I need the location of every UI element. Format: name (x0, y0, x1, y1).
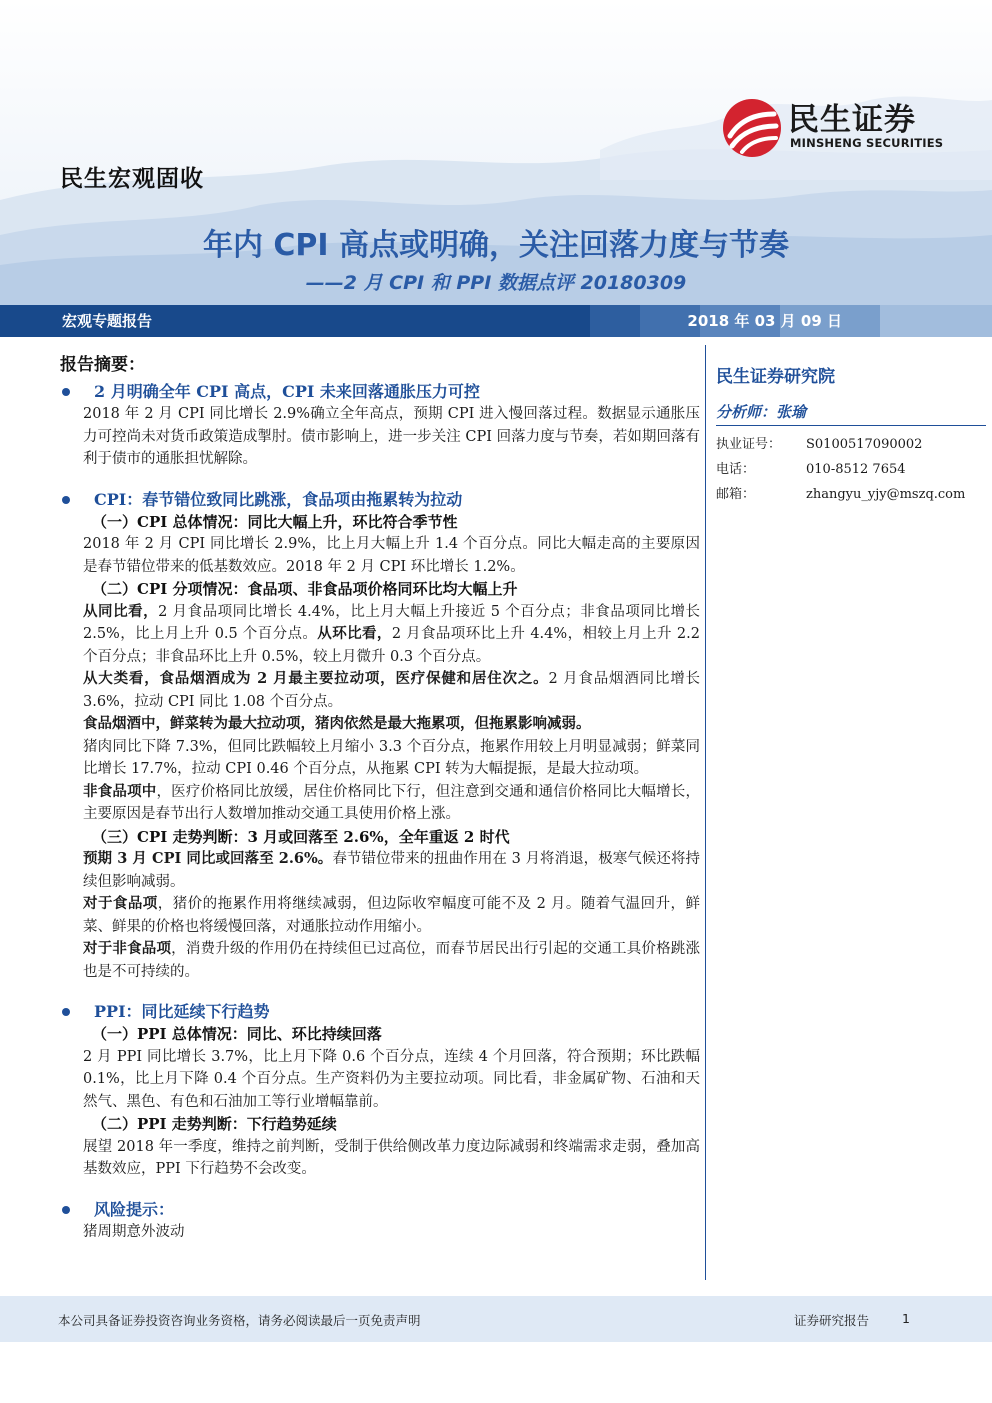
bold-lead: 非食品项中 (83, 782, 157, 800)
analyst-sidebar (716, 362, 986, 507)
paragraph: 2018 年 2 月 CPI 同比增长 2.9%，比上月大幅上升 1.4 个百分点。同比大幅走高的主要原因是春节错位带来的低基数效应。2018 年 2 月 CPI 环比增长 1.2%。 (83, 536, 700, 575)
phone-row (716, 457, 986, 482)
paragraph (83, 781, 700, 826)
paragraph-text: ，医疗价格同比放缓，居住价格同比下行，但注意到交通和通信价格同比大幅增长，主要原因是春节出行人数增加推动交通工具使用价格上涨。 (83, 783, 701, 822)
report-type: 宏观专题报告 (62, 312, 153, 330)
subsection-title: （三）CPI 走势判断：3 月或回落至 2.6%，全年重返 2 时代 (92, 827, 510, 846)
footer-disclaimer: 本公司具备证券投资咨询业务资格，请务必阅读最后一页免责声明 (58, 1313, 421, 1328)
bullet-icon (62, 388, 70, 396)
paragraph-text: 2 月食品项同比增长 4.4%，比上月大幅上升接近 5 个百分点；非食品项同比增长 2.5%，比上月上升 0.5 个百分点。 (83, 603, 701, 642)
report-date: 2018 年 03 月 09 日 (687, 312, 842, 330)
subsection-title: （一）PPI 总体情况：同比、环比持续回落 (92, 1025, 382, 1043)
info-key: 执业证号： (716, 437, 782, 452)
footer-report-type: 证券研究报告 (794, 1313, 870, 1328)
bold-lead: 从环比看， (317, 625, 392, 642)
page-number: 1 (902, 1311, 910, 1326)
minsheng-logo-icon (722, 98, 782, 158)
page-footer (0, 1296, 992, 1342)
analyst-info (716, 432, 986, 507)
logo-chinese-name: 民生证券 (788, 102, 916, 138)
section-title-1 (60, 381, 700, 403)
bold-lead: 预期 3 月 CPI 同比或回落至 2.6%。 (83, 850, 333, 867)
report-subtitle: ——2 月 CPI 和 PPI 数据点评 20180309 (305, 272, 687, 294)
section-title-2 (60, 489, 700, 511)
bullet-icon (62, 1008, 70, 1016)
email-row (716, 482, 986, 507)
paragraph: 猪肉同比下降 7.3%，但同比跌幅较上月缩小 3.3 个百分点，拖累作用较上月明显减弱；鲜菜同比增长 17.7%，拉动 CPI 0.46 个百分点，从拖累 CPI 转为大幅提振，是最大拉动项。 (83, 738, 700, 777)
bullet-icon (62, 496, 70, 504)
paragraph (83, 893, 700, 938)
bullet-icon (62, 1206, 70, 1214)
paragraph: 展望 2018 年一季度，维持之前判断，受制于供给侧改革力度边际减弱和终端需求走弱，叠加高基数效应，PPI 下行趋势不会改变。 (83, 1138, 700, 1177)
bold-lead: 对于非食品项 (83, 940, 172, 957)
section-title-3 (60, 1001, 700, 1023)
analyst-name: 分析师：张瑜 (716, 401, 986, 426)
section-title-text: 风险提示： (94, 1199, 175, 1219)
bold-lead: 从同比看， (83, 602, 159, 620)
paragraph (83, 668, 700, 713)
section-title-text: 2 月明确全年 CPI 高点，CPI 未来回落通胀压力可控 (94, 382, 480, 401)
abstract-column (60, 350, 700, 1243)
paragraph: 2 月 PPI 同比增长 3.7%，比上月下降 0.6 个百分点，连续 4 个月回落，符合预期；环比跌幅 0.1%，比上月下降 0.4 个百分点。生产资料仍为主要拉动项。同比看，非金属矿物、石油和天然气、黑色、有色和石油加工等行业增幅靠前。 (83, 1048, 700, 1110)
risk-text: 猪周期意外波动 (83, 1223, 185, 1240)
info-key: 邮箱： (716, 487, 756, 502)
subsection-title: （二）PPI 走势判断：下行趋势延续 (92, 1115, 337, 1133)
paragraph: 食品烟酒中，鲜菜转为最大拉动项，猪肉依然是最大拖累项，但拖累影响减弱。 (83, 715, 591, 732)
paragraph-text: 春节错位带来的扭曲作用在 3 月将消退，极寒气候还将持续但影响减弱。 (83, 851, 700, 890)
paragraph-text: ，猪价的拖累作用将继续减弱，但边际收窄幅度可能不及 2 月。随着气温回升，鲜菜、鲜果的价格也将缓慢回落，对通胀拉动作用缩小。 (83, 896, 700, 935)
info-value: 010-8512 7654 (806, 462, 906, 477)
subsection-title: （二）CPI 分项情况：食品项、非食品项价格同环比均大幅上升 (92, 580, 518, 598)
license-row (716, 432, 986, 457)
bold-lead: 对于食品项 (83, 895, 158, 912)
section-title-text: PPI：同比延续下行趋势 (94, 1002, 270, 1021)
paragraph (83, 938, 700, 983)
email-link[interactable]: zhangyu_yjy@mszq.com (806, 487, 966, 502)
info-value: S0100517090002 (806, 437, 923, 452)
paragraph-text: ，消费升级的作用仍在持续但已过高位，而春节居民出行引起的交通工具价格跳涨也是不可持续的。 (83, 941, 700, 980)
bold-lead: 从大类看，食品烟酒成为 2 月最主要拉动项，医疗保健和居住次之。 (83, 670, 549, 687)
paragraph-text: 2 月食品烟酒同比增长 3.6%，拉动 CPI 同比 1.08 个百分点。 (83, 671, 700, 710)
section-title-text: CPI：春节错位致同比跳涨，食品项由拖累转为拉动 (94, 489, 463, 509)
report-info-band (0, 305, 992, 337)
institute-name: 民生证券研究院 (716, 367, 835, 387)
company-logo (722, 92, 962, 158)
subsection-title: （一）CPI 总体情况：同比大幅上升，环比符合季节性 (92, 512, 458, 531)
series-title: 民生宏观固收 (60, 166, 204, 192)
paragraph (83, 601, 700, 669)
info-key: 电话： (716, 462, 756, 477)
column-divider (705, 345, 706, 1280)
abstract-heading: 报告摘要： (60, 355, 145, 375)
paragraph-text: 2 月食品项环比上升 4.4%，相较上月上升 2.2 个百分点；非食品环比上升 0.5%，较上月微升 0.3 个百分点。 (83, 626, 700, 665)
paragraph (83, 848, 700, 893)
risk-title (60, 1199, 700, 1221)
report-title: 年内 CPI 高点或明确，关注回落力度与节奏 (202, 228, 790, 263)
logo-english-name: MINSHENG SECURITIES (790, 136, 944, 150)
paragraph: 2018 年 2 月 CPI 同比增长 2.9%确立全年高点，预期 CPI 进入慢回落过程。数据显示通胀压力可控尚未对货币政策造成掣肘。债市影响上，进一步关注 CPI 回落力度与节奏，若如期回落有利于债市的通胀担忧解除。 (83, 406, 700, 467)
